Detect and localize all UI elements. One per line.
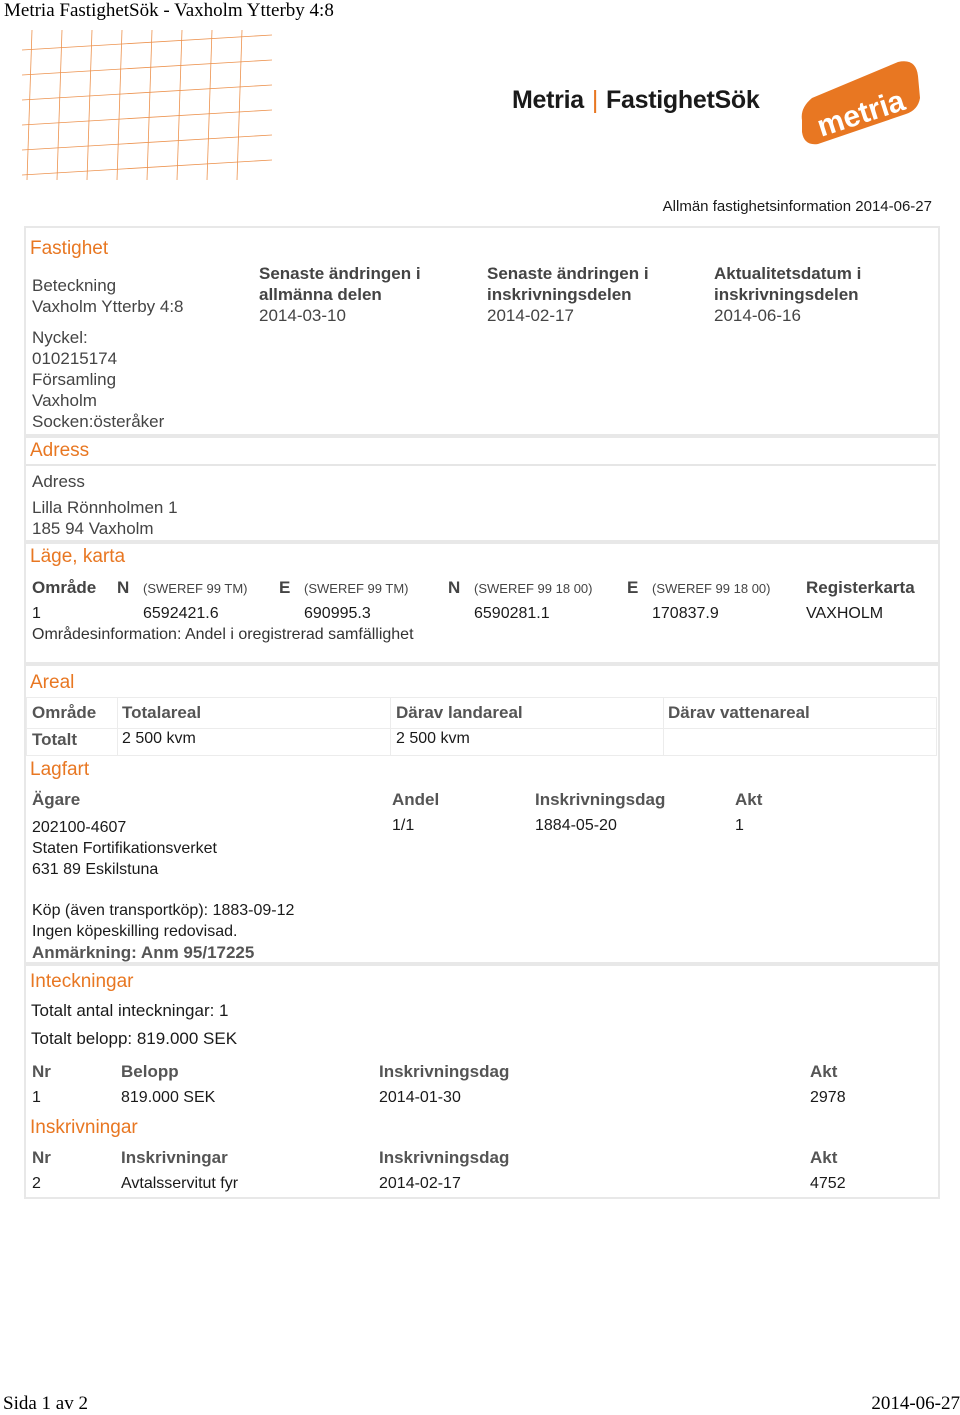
inteckningar-data-row [32, 1089, 932, 1111]
lage-title: Läge, karta [30, 546, 126, 567]
areal-header-vatten: Därav vattenareal [668, 703, 810, 722]
forsamling-value: Vaxholm [32, 391, 97, 410]
nyckel-label: Nyckel: [32, 328, 88, 347]
lage-header-row [32, 578, 932, 602]
inteckningar-belopp: Totalt belopp: 819.000 SEK [31, 1029, 238, 1048]
e1-system: (SWEREF 99 TM) [304, 581, 409, 596]
insk-row-nr: 2 [32, 1175, 41, 1192]
inskrivningar-title: Inskrivningar [30, 1117, 138, 1138]
owner-name: Staten Fortifikationsverket [32, 840, 217, 857]
registerkarta-value: VAXHOLM [806, 605, 884, 622]
int-header-belopp: Belopp [121, 1062, 179, 1081]
lagfart-title: Lagfart [30, 759, 90, 780]
int-row-dag: 2014-01-30 [379, 1089, 461, 1106]
int-row-nr: 1 [32, 1089, 41, 1106]
adress-line2: 185 94 Vaxholm [32, 519, 154, 538]
insk-header-inskrivningar: Inskrivningar [121, 1148, 228, 1167]
n2-value: 6590281.1 [474, 605, 550, 622]
inteckningar-header-row [32, 1062, 932, 1084]
lagfart-header-dag: Inskrivningsdag [535, 790, 666, 809]
lage-data-row [32, 605, 932, 627]
lagfart-header-akt: Akt [735, 790, 763, 809]
areal-header-row [32, 703, 932, 725]
int-row-belopp: 819.000 SEK [121, 1089, 216, 1106]
int-header-nr: Nr [32, 1062, 51, 1081]
metria-logo [798, 58, 924, 148]
logo-text: metria [813, 84, 909, 144]
inskrivningar-header-row [32, 1148, 932, 1170]
n2-header: N [448, 578, 461, 597]
allmanna-delen-label: Senaste ändringen i allmänna delen [259, 264, 421, 304]
insk-header-akt: Akt [810, 1148, 838, 1167]
brand-metria: Metria [512, 86, 584, 114]
adress-label: Adress [32, 472, 85, 491]
lagfart-owner [32, 817, 217, 880]
beteckning-label: Beteckning [32, 276, 117, 295]
n1-header: N [117, 578, 130, 597]
kop-line: Köp (även transportköp): 1883-09-12 [32, 902, 295, 919]
kop-note: Ingen köpeskilling redovisad. [32, 923, 238, 940]
insk-row-dag: 2014-02-17 [379, 1175, 461, 1192]
inskrivningar-data-row [32, 1175, 932, 1197]
forsamling-label: Församling [32, 370, 117, 389]
n1-system: (SWEREF 99 TM) [143, 581, 248, 596]
areal-header-omrade: Område [32, 703, 97, 722]
omradesinformation: Områdesinformation: Andel i oregistrerad samfällighet [32, 626, 414, 643]
lage-section [24, 540, 940, 666]
e2-system: (SWEREF 99 18 00) [652, 581, 771, 596]
lagfart-header-andel: Andel [392, 790, 440, 809]
lagfart-akt: 1 [735, 817, 744, 834]
n1-value: 6592421.6 [143, 605, 219, 622]
lagfart-header-row [32, 790, 932, 812]
inskrivningsdelen-date: 2014-02-17 [487, 306, 574, 325]
omrade-header: Område [32, 578, 97, 597]
socken-value: Socken:österåker [32, 412, 165, 431]
adress-details [32, 471, 178, 539]
areal-row-land: 2 500 kvm [396, 730, 470, 747]
insk-header-nr: Nr [32, 1148, 51, 1167]
document-title: Metria FastighetSök - Vaxholm Ytterby 4:8 [4, 0, 334, 21]
inskrivningsdelen-column [487, 263, 687, 326]
fastighet-details [32, 275, 184, 432]
anmarkning: Anmärkning: Anm 95/17225 [32, 943, 255, 962]
aktualitetsdatum-date: 2014-06-16 [714, 306, 801, 325]
brand-fastighetsok: FastighetSök [606, 86, 760, 114]
adress-divider [26, 464, 936, 466]
aktualitetsdatum-label: Aktualitetsdatum i inskrivningsdelen [714, 264, 862, 304]
int-header-akt: Akt [810, 1062, 838, 1081]
brand-wordmark [512, 86, 759, 115]
insk-header-dag: Inskrivningsdag [379, 1148, 510, 1167]
lagfart-header-agare: Ägare [32, 790, 81, 809]
hatch-pattern-graphic [22, 30, 272, 180]
areal-header-total: Totalareal [122, 703, 202, 722]
brand-separator: | [591, 86, 599, 114]
owner-orgnr: 202100-4607 [32, 819, 127, 836]
footer-page-number: Sida 1 av 2 [3, 1393, 88, 1414]
areal-data-row [32, 730, 932, 752]
fastighet-title: Fastighet [30, 238, 109, 259]
areal-header-land: Därav landareal [396, 703, 523, 722]
int-header-dag: Inskrivningsdag [379, 1062, 510, 1081]
beteckning-value: Vaxholm Ytterby 4:8 [32, 297, 184, 316]
int-row-akt: 2978 [810, 1089, 846, 1106]
owner-address: 631 89 Eskilstuna [32, 861, 159, 878]
e2-header: E [627, 578, 639, 597]
omrade-value: 1 [32, 605, 41, 622]
lagfart-dag: 1884-05-20 [535, 817, 617, 834]
aktualitetsdatum-column [714, 263, 924, 326]
allmanna-delen-date: 2014-03-10 [259, 306, 346, 325]
insk-row-inskrivningar: Avtalsservitut fyr [121, 1175, 239, 1192]
allmanna-delen-column [259, 263, 459, 326]
adress-title: Adress [30, 440, 90, 461]
areal-row-omrade: Totalt [32, 730, 78, 749]
nyckel-value: 010215174 [32, 349, 118, 368]
n2-system: (SWEREF 99 18 00) [474, 581, 593, 596]
lagfart-andel: 1/1 [392, 817, 415, 834]
registerkarta-header: Registerkarta [806, 578, 915, 597]
insk-row-akt: 4752 [810, 1175, 846, 1192]
areal-title: Areal [30, 672, 75, 693]
e1-value: 690995.3 [304, 605, 371, 622]
lagfart-kop [32, 900, 294, 963]
inskrivningsdelen-label: Senaste ändringen i inskrivningsdelen [487, 264, 649, 304]
inteckningar-antal: Totalt antal inteckningar: 1 [31, 1001, 229, 1020]
adress-line1: Lilla Rönnholmen 1 [32, 498, 178, 517]
e1-header: E [279, 578, 291, 597]
e2-value: 170837.9 [652, 605, 719, 622]
footer-date: 2014-06-27 [871, 1393, 960, 1414]
areal-row-total: 2 500 kvm [122, 730, 196, 747]
info-header: Allmän fastighetsinformation 2014-06-27 [662, 198, 932, 215]
inteckningar-title: Inteckningar [30, 971, 134, 992]
